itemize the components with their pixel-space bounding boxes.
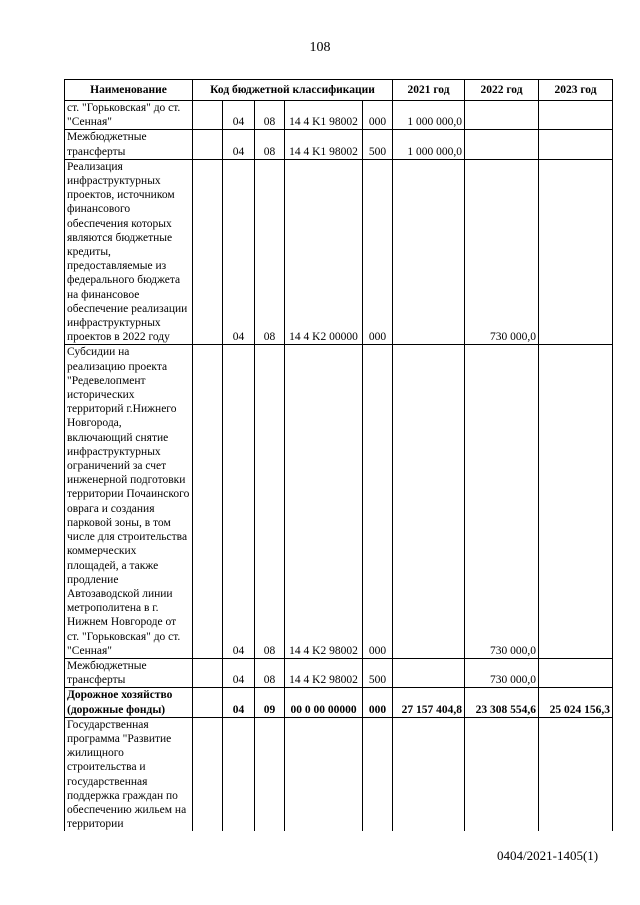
code-part-1 — [193, 130, 223, 159]
code-part-1 — [193, 658, 223, 687]
row-name: ст. "Горьковская" до ст. "Сенная" — [65, 101, 193, 130]
header-name: Наименование — [65, 80, 193, 101]
value-2022: 23 308 554,6 — [465, 688, 539, 717]
table-row — [65, 345, 613, 658]
value-2021: 1 000 000,0 — [393, 101, 465, 130]
value-2023: 25 024 156,3 — [539, 688, 613, 717]
value-2021: 27 157 404,8 — [393, 688, 465, 717]
code-target-article: 14 4 K2 98002 — [285, 345, 363, 658]
table-header-row — [65, 80, 613, 101]
code-subsection: 08 — [255, 101, 285, 130]
page-number: 108 — [309, 40, 331, 55]
code-target-article: 14 4 K1 98002 — [285, 130, 363, 159]
row-name: Субсидии на реализацию проекта "Редевелопмент исторических территорий г.Нижнего Новгорода, включающий снятие инфраструктурных ограничений за счет инженерной подготовки территории Почаинского оврага и создания парковой зоны, в том числе для строительства коммерческих площадей, а также продление Автозаводской линии метрополитена в г. Нижнем Новгороде от ст. "Горьковская" до ст. "Сенная" — [65, 345, 193, 658]
value-2022: 730 000,0 — [465, 658, 539, 687]
code-part-1 — [193, 345, 223, 658]
code-part-1 — [193, 101, 223, 130]
code-part-1 — [193, 688, 223, 717]
table-body — [65, 101, 613, 832]
code-subsection: 08 — [255, 159, 285, 345]
code-section: 04 — [223, 688, 255, 717]
value-2022 — [465, 717, 539, 831]
code-section: 04 — [223, 159, 255, 345]
value-2023 — [539, 159, 613, 345]
budget-table — [64, 79, 613, 831]
value-2023 — [539, 658, 613, 687]
code-subsection: 08 — [255, 345, 285, 658]
header-2023: 2023 год — [539, 80, 613, 101]
header-code: Код бюджетной классификации — [193, 80, 393, 101]
code-section: 04 — [223, 345, 255, 658]
code-expense-type: 000 — [363, 159, 393, 345]
code-subsection: 08 — [255, 130, 285, 159]
row-name: Дорожное хозяйство (дорожные фонды) — [65, 688, 193, 717]
value-2021 — [393, 658, 465, 687]
code-target-article: 14 4 K2 98002 — [285, 658, 363, 687]
code-expense-type: 500 — [363, 658, 393, 687]
value-2022: 730 000,0 — [465, 159, 539, 345]
code-expense-type: 000 — [363, 688, 393, 717]
value-2023 — [539, 717, 613, 831]
value-2022 — [465, 130, 539, 159]
code-part-1 — [193, 159, 223, 345]
code-section: 04 — [223, 658, 255, 687]
table-row — [65, 159, 613, 345]
code-section: 04 — [223, 101, 255, 130]
code-subsection: 08 — [255, 658, 285, 687]
value-2023 — [539, 345, 613, 658]
document-code: 0404/2021-1405(1) — [497, 848, 599, 863]
value-2022: 730 000,0 — [465, 345, 539, 658]
code-expense-type: 000 — [363, 101, 393, 130]
value-2021 — [393, 159, 465, 345]
table-row — [65, 717, 613, 831]
table-row — [65, 130, 613, 159]
code-target-article: 00 0 00 00000 — [285, 688, 363, 717]
header-2021: 2021 год — [393, 80, 465, 101]
code-target-article — [285, 717, 363, 831]
value-2022 — [465, 101, 539, 130]
code-subsection — [255, 717, 285, 831]
code-target-article: 14 4 K2 00000 — [285, 159, 363, 345]
code-expense-type — [363, 717, 393, 831]
row-name: Реализация инфраструктурных проектов, источником финансового обеспечения которых являются бюджетные кредиты, предоставляемые из федерального бюджета на финансовое обеспечение реализации инфраструктурных проектов в 2022 году — [65, 159, 193, 345]
code-target-article: 14 4 K1 98002 — [285, 101, 363, 130]
code-part-1 — [193, 717, 223, 831]
code-expense-type: 500 — [363, 130, 393, 159]
value-2021: 1 000 000,0 — [393, 130, 465, 159]
header-2022: 2022 год — [465, 80, 539, 101]
row-name: Межбюджетные трансферты — [65, 658, 193, 687]
value-2023 — [539, 101, 613, 130]
row-name: Межбюджетные трансферты — [65, 130, 193, 159]
code-section: 04 — [223, 130, 255, 159]
value-2021 — [393, 345, 465, 658]
value-2021 — [393, 717, 465, 831]
value-2023 — [539, 130, 613, 159]
table-row — [65, 658, 613, 687]
table-row — [65, 101, 613, 130]
code-expense-type: 000 — [363, 345, 393, 658]
code-section — [223, 717, 255, 831]
table-row — [65, 688, 613, 717]
row-name: Государственная программа "Развитие жилищного строительства и государственная поддержка граждан по обеспечению жильем на территории — [65, 717, 193, 831]
code-subsection: 09 — [255, 688, 285, 717]
